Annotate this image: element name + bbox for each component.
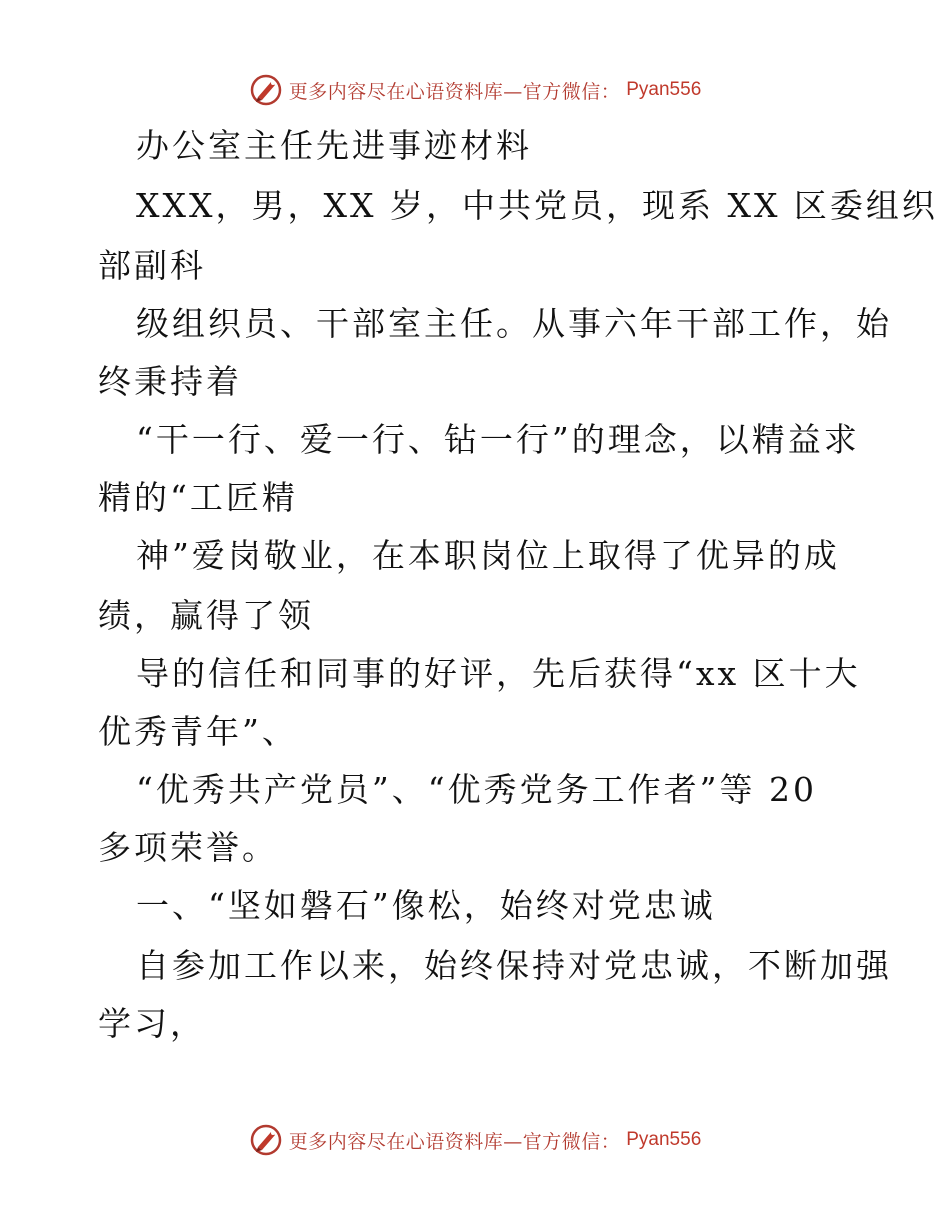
pen-logo-icon	[249, 1123, 283, 1157]
paragraph-line: 终秉持着	[98, 362, 242, 401]
paragraph-line: 精的“工匠精	[98, 478, 298, 517]
watermark-text: 更多内容尽在心语资料库—官方微信：	[288, 80, 621, 103]
header-watermark-banner	[0, 70, 950, 110]
paragraph-line: 优秀青年”、	[98, 712, 298, 751]
paragraph-line: “优秀共产党员”、“优秀党务工作者”等 20	[136, 770, 817, 809]
paragraph-line: 部副科	[98, 246, 206, 285]
document-title: 办公室主任先进事迹材料	[136, 126, 532, 165]
paragraph-line: 学习，	[98, 1004, 206, 1043]
paragraph-line: 级组织员、干部室主任。从事六年干部工作，始	[136, 304, 892, 343]
paragraph-line: 神”爱岗敬业，在本职岗位上取得了优异的成	[136, 536, 840, 575]
paragraph-line: “干一行、爱一行、钻一行”的理念，以精益求	[136, 420, 860, 459]
paragraph-line: 多项荣誉。	[98, 828, 278, 867]
paragraph-line: 绩，赢得了领	[98, 596, 314, 635]
pen-logo-icon	[249, 73, 283, 107]
watermark-contact: Pyan556	[626, 1129, 702, 1150]
section-heading: 一、“坚如磐石”像松，始终对党忠诚	[136, 886, 716, 925]
footer-watermark-banner	[0, 1120, 950, 1160]
paragraph-line: 自参加工作以来，始终保持对党忠诚，不断加强	[136, 946, 892, 985]
watermark-contact: Pyan556	[626, 79, 702, 100]
paragraph-line: XXX，男，XX 岁，中共党员，现系 XX 区委组织	[136, 186, 938, 225]
watermark-text: 更多内容尽在心语资料库—官方微信：	[288, 1130, 621, 1153]
paragraph-line: 导的信任和同事的好评，先后获得“xx 区十大	[136, 654, 861, 693]
